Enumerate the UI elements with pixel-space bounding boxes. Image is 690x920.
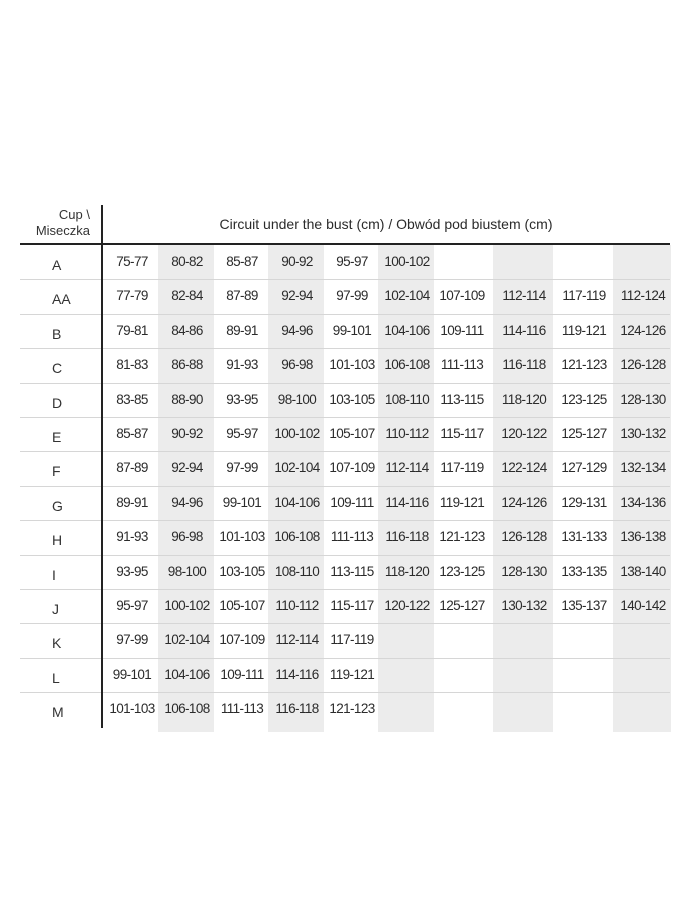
size-cell: 105-107 [329,426,375,441]
size-cell: 115-117 [330,598,374,613]
size-cell: 112-114 [502,288,546,304]
size-cell: 104-106 [164,666,210,682]
size-cell: 100-102 [164,598,210,613]
size-cell: 108-110 [274,563,320,579]
size-cell: 117-119 [440,460,484,476]
size-cell: 109-111 [440,322,484,338]
size-cell: 107-109 [329,460,375,476]
cup-label: E [52,429,62,445]
size-cell: 100-102 [384,254,430,269]
size-cell: 134-136 [620,494,666,510]
size-cell: 102-104 [274,460,320,476]
size-cell: 128-130 [620,391,666,407]
size-cell: 114-116 [275,666,319,682]
size-cell: 130-132 [620,426,666,441]
table-row [20,451,670,485]
column-heading: Circuit under the bust (cm) / Obwód pod biustem (cm) [219,216,553,232]
size-cell: 119-121 [561,322,607,338]
size-cell: 99-101 [222,494,262,510]
size-cell: 120-122 [501,426,547,441]
size-cell: 126-128 [620,357,666,373]
size-cell: 119-121 [439,494,485,510]
size-cell: 106-108 [384,357,430,373]
size-cell: 119-121 [329,666,375,682]
size-cell: 101-103 [329,357,375,373]
size-cell: 95-97 [226,426,258,441]
size-cell: 113-115 [440,391,484,407]
cup-label: K [52,635,62,652]
size-cell: 99-101 [112,666,152,682]
size-cell: 98-100 [167,563,207,579]
table-row [20,589,670,623]
size-cell: 107-109 [439,288,485,304]
size-cell: 85-87 [116,426,148,441]
corner-label [20,207,90,239]
size-cell: 88-90 [171,391,203,407]
cup-label: A [52,257,62,273]
size-cell: 133-135 [561,563,607,579]
size-cell: 129-131 [561,494,607,510]
size-cell: 125-127 [561,426,607,441]
size-cell: 105-107 [219,598,265,613]
size-cell: 108-110 [384,391,430,407]
size-cell: 111-113 [220,701,264,717]
size-cell: 89-91 [226,322,258,338]
size-cell: 127-129 [561,460,607,476]
size-cell: 123-125 [439,563,485,579]
size-cell: 97-99 [336,288,368,304]
size-cell: 120-122 [384,598,430,613]
cup-label: G [52,497,63,514]
size-cell: 83-85 [116,391,148,407]
size-cell: 113-115 [330,563,374,579]
corner-label-cup: Cup \ [58,207,90,222]
size-cell: 109-111 [330,494,374,510]
size-cell: 118-120 [501,391,547,407]
size-cell: 102-104 [384,288,430,304]
cup-label: F [52,463,61,480]
size-cell: 123-125 [561,391,607,407]
size-cell: 82-84 [171,288,203,304]
size-cell: 92-94 [281,288,313,304]
size-cell: 91-93 [226,357,258,373]
table-row [20,623,670,657]
size-cell: 117-119 [562,288,606,304]
size-cell: 121-123 [439,529,485,545]
cup-label: M [52,704,64,721]
size-cell: 110-112 [275,598,319,613]
cup-label: B [52,325,62,342]
size-cell: 101-103 [219,529,265,545]
size-cell: 121-123 [329,701,375,717]
size-cell: 86-88 [171,357,203,373]
size-cell: 95-97 [116,598,148,613]
size-cell: 112-124 [620,288,666,304]
size-cell: 104-106 [384,322,430,338]
size-cell: 90-92 [281,254,313,269]
size-cell: 136-138 [620,529,666,545]
size-cell: 116-118 [275,701,319,717]
size-cell: 79-81 [116,322,148,338]
size-cell: 93-95 [226,391,258,407]
size-cell: 140-142 [620,598,666,613]
size-cell: 116-118 [385,529,429,545]
size-cell: 90-92 [171,426,203,441]
table-row [20,383,670,417]
size-cell: 103-105 [219,563,265,579]
size-cell: 118-120 [384,563,430,579]
size-cell: 87-89 [116,460,148,476]
size-cell: 138-140 [620,563,666,579]
size-cell: 112-114 [275,632,319,648]
size-cell: 110-112 [385,426,429,441]
size-cell: 87-89 [226,288,258,304]
table-row [20,520,670,554]
size-cell: 115-117 [440,426,484,441]
size-cell: 135-137 [561,598,607,613]
size-cell: 122-124 [501,460,547,476]
size-cell: 117-119 [330,632,374,648]
size-cell: 89-91 [116,494,148,510]
size-cell: 106-108 [274,529,320,545]
size-cell: 75-77 [116,254,148,269]
size-cell: 101-103 [109,701,155,717]
table-row [20,314,670,348]
table-row [20,245,670,279]
size-cell: 84-86 [171,322,203,338]
size-cell: 124-126 [620,322,666,338]
size-cell: 92-94 [171,460,203,476]
size-cell: 97-99 [226,460,258,476]
table-row [20,692,670,726]
size-cell: 124-126 [501,494,547,510]
size-cell: 102-104 [164,632,210,648]
size-cell: 112-114 [385,460,429,476]
size-cell: 109-111 [220,666,264,682]
size-cell: 114-116 [385,494,429,510]
size-cell: 106-108 [164,701,210,717]
size-cell: 128-130 [501,563,547,579]
size-cell: 100-102 [274,426,320,441]
size-cell: 96-98 [171,529,203,545]
size-cell: 111-113 [330,529,374,545]
size-cell: 130-132 [501,598,547,613]
table-row [20,658,670,692]
size-cell: 91-93 [116,529,148,545]
cup-label: D [52,394,63,411]
size-cell: 107-109 [219,632,265,648]
size-cell: 111-113 [440,357,484,373]
cup-label: I [52,566,56,583]
size-cell: 114-116 [502,322,546,338]
table-row [20,348,670,382]
size-cell: 104-106 [274,494,320,510]
size-cell: 126-128 [501,529,547,545]
size-cell: 125-127 [439,598,485,613]
size-cell: 95-97 [336,254,368,269]
size-cell: 97-99 [116,632,148,648]
corner-label-miseczka: Miseczka [35,223,90,238]
table-row [20,279,670,313]
size-cell: 96-98 [281,357,313,373]
size-cell: 81-83 [116,357,148,373]
size-cell: 103-105 [329,391,375,407]
cup-label: H [52,532,63,549]
size-cell: 99-101 [332,322,372,338]
size-cell: 80-82 [171,254,203,269]
size-cell: 77-79 [116,288,148,304]
table-row [20,555,670,589]
cup-label: C [52,360,63,377]
size-cell: 131-133 [561,529,607,545]
table-row [20,486,670,520]
size-cell: 85-87 [226,254,258,269]
size-cell: 98-100 [277,391,317,407]
size-chart [20,205,670,730]
cup-label: AA [52,291,71,308]
size-cell: 94-96 [171,494,203,510]
cup-label: L [52,669,60,686]
size-cell: 132-134 [620,460,666,476]
size-cell: 93-95 [116,563,148,579]
cup-label: J [52,601,59,617]
table-row [20,417,670,451]
size-cell: 121-123 [561,357,607,373]
size-cell: 94-96 [281,322,313,338]
size-cell: 116-118 [502,357,546,373]
